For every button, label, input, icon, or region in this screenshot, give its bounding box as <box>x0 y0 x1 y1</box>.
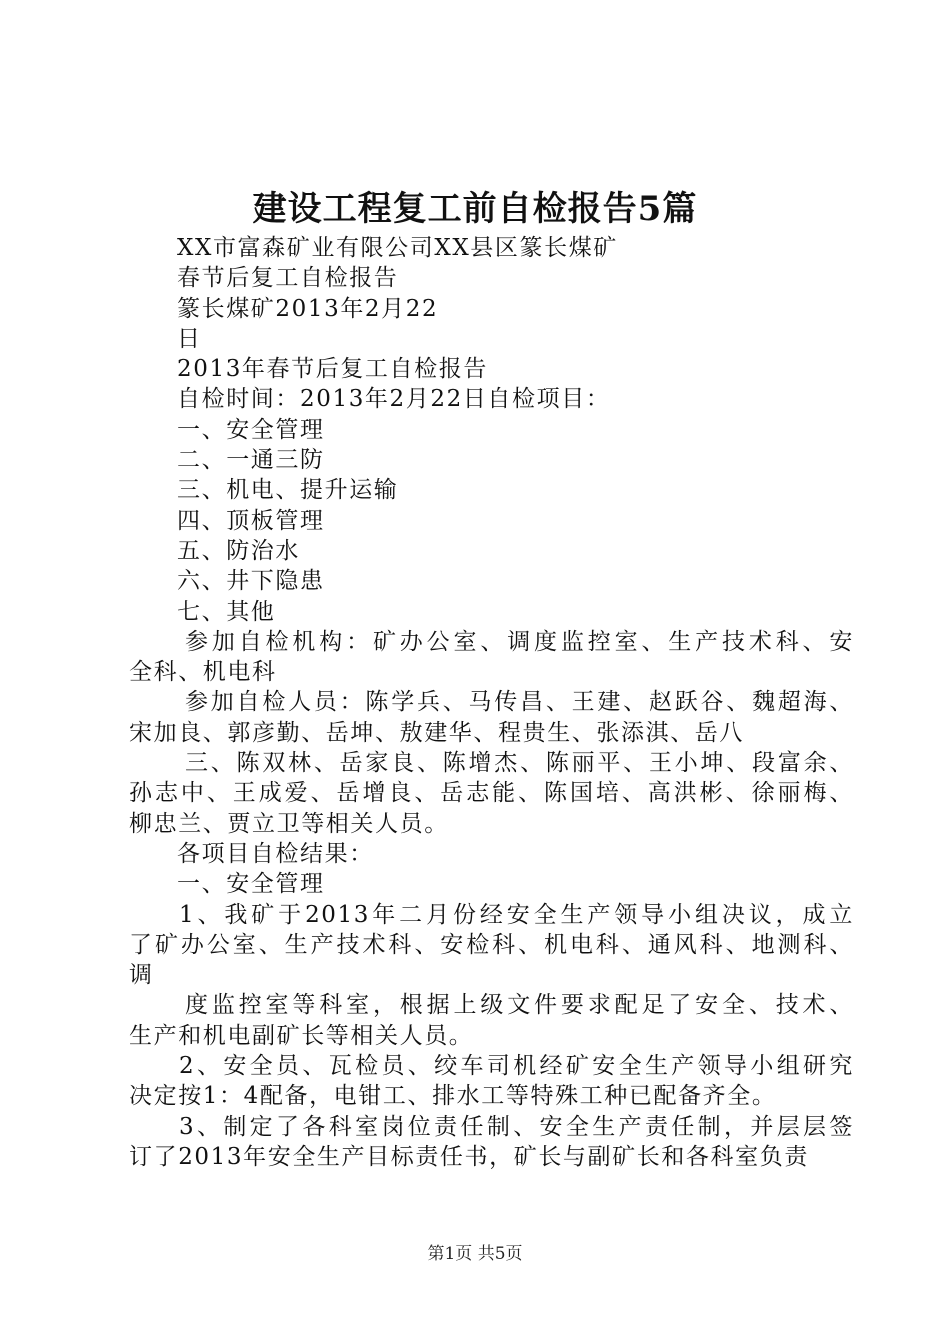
document-title: 建设工程复工前自检报告5篇 <box>252 189 698 229</box>
text-line: 订了2013年安全生产目标责任书，矿长与副矿长和各科室负责 <box>129 1143 809 1170</box>
text-line: 七、其他 <box>177 598 276 625</box>
text-line: 参加自检人员：陈学兵、马传昌、王建、赵跃谷、魏超海、 <box>185 689 854 716</box>
text-line: 生产和机电副矿长等相关人员。 <box>129 1022 474 1049</box>
text-line: 二、一通三防 <box>177 447 325 474</box>
text-line: 2、安全员、瓦检员、绞车司机经矿安全生产领导小组研究 <box>179 1053 854 1080</box>
document-body <box>129 233 854 1172</box>
text-line: 3、制定了各科室岗位责任制、安全生产责任制，并层层签 <box>179 1113 854 1140</box>
text-line: 2013年春节后复工自检报告 <box>177 356 488 383</box>
text-line: 四、顶板管理 <box>177 507 325 534</box>
text-line: 篆长煤矿2013年2月22 <box>177 295 439 322</box>
text-line: 1、我矿于2013年二月份经安全生产领导小组决议，成立 <box>179 901 854 928</box>
text-line: 五、防治水 <box>177 537 300 564</box>
text-line: 调 <box>129 962 154 989</box>
text-line: 三、陈双林、岳家良、陈增杰、陈丽平、王小坤、段富余、 <box>185 750 854 777</box>
text-line: 各项目自检结果： <box>177 840 374 867</box>
text-line: 日 <box>177 325 202 352</box>
text-line: XX市富森矿业有限公司XX县区篆长煤矿 <box>177 235 618 261</box>
text-line: 了矿办公室、生产技术科、安检科、机电科、通风科、地测科、 <box>129 931 854 958</box>
text-line: 宋加良、郭彦勤、岳坤、敖建华、程贵生、张添淇、岳八 <box>129 719 744 746</box>
text-line: 孙志中、王成爱、岳增良、岳志能、陈国培、高洪彬、徐丽梅、 <box>129 780 854 807</box>
text-line: 三、机电、提升运输 <box>177 477 399 504</box>
text-line: 参加自检机构：矿办公室、调度监控室、生产技术科、安 <box>185 628 854 655</box>
text-line: 决定按1：4配备，电钳工、排水工等特殊工种已配备齐全。 <box>129 1083 777 1110</box>
text-line: 柳忠兰、贾立卫等相关人员。 <box>129 810 449 837</box>
page-number-footer: 第1页 共5页 <box>427 1244 523 1264</box>
text-line: 六、井下隐患 <box>177 568 325 595</box>
text-line: 全科、机电科 <box>129 659 277 686</box>
text-line: 春节后复工自检报告 <box>177 265 399 292</box>
text-line: 一、安全管理 <box>177 871 325 898</box>
text-line: 一、安全管理 <box>177 416 325 443</box>
text-line: 自检时间：2013年2月22日自检项目： <box>177 386 611 413</box>
text-line: 度监控室等科室，根据上级文件要求配足了安全、技术、 <box>185 992 854 1019</box>
